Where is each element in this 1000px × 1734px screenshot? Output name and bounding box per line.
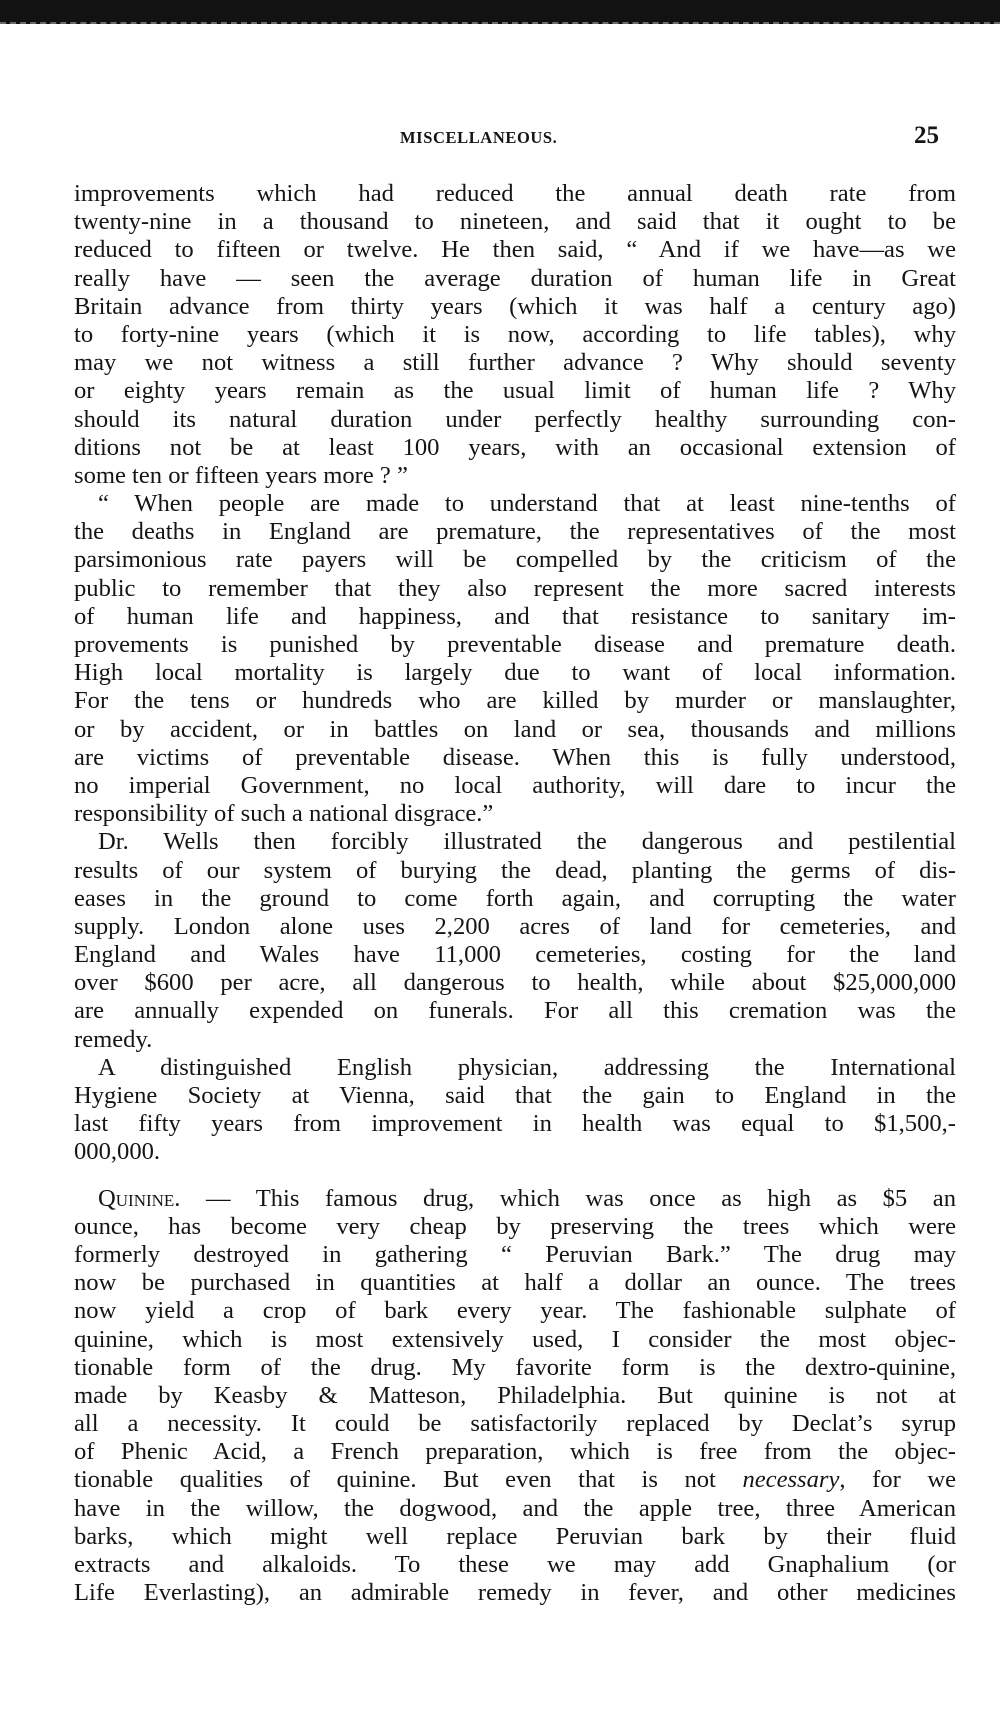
- text-line: remedy.: [74, 1025, 153, 1053]
- text-line: now yield a crop of bark every year. The fashionable sulphate of: [74, 1297, 956, 1325]
- section-gap: [74, 1167, 956, 1185]
- emphasis-necessary: necessary: [742, 1466, 840, 1494]
- paragraph-premature-deaths: [74, 490, 956, 828]
- text-run: , for we: [839, 1466, 956, 1494]
- text-line: Dr. Wells then forcibly illustrated the dangerous and pestilential: [98, 828, 956, 856]
- paragraph-dr-wells: [74, 828, 956, 1054]
- text-line: “ When people are made to understand that at least nine-tenths of: [98, 490, 956, 518]
- text-line: last fifty years from improvement in health was equal to $1,500,-: [74, 1110, 956, 1138]
- text-line: results of our system of burying the dead, planting the germs of dis-: [74, 856, 956, 884]
- text-line: 000,000.: [74, 1138, 161, 1166]
- page-number: 25: [914, 122, 939, 149]
- text-line: provements is punished by preventable disease and premature death.: [74, 631, 956, 658]
- text-run: — This famous drug, which was once as high as $5 an: [180, 1184, 956, 1212]
- text-line: should its natural duration under perfectly healthy surrounding con-: [74, 405, 956, 433]
- running-title: MISCELLANEOUS.: [400, 128, 558, 147]
- text-line: [74, 1185, 956, 1213]
- text-line: responsibility of such a national disgrace.”: [74, 800, 494, 828]
- text-line: have in the willow, the dogwood, and the apple tree, three American: [74, 1494, 956, 1522]
- text-line: no imperial Government, no local authority, will dare to incur the: [74, 771, 956, 799]
- text-line: ditions not be at least 100 years, with an occasional extension of: [74, 433, 956, 461]
- text-line: to forty-nine years (which it is now, according to life tables), why: [74, 320, 956, 348]
- text-line: the deaths in England are premature, the representatives of the most: [74, 518, 956, 546]
- text-line: may we not witness a still further advance ? Why should seventy: [74, 349, 956, 377]
- text-line: Life Everlasting), an admirable remedy in fever, and other medicines: [74, 1579, 956, 1607]
- text-line: A distinguished English physician, addressing the International: [98, 1053, 956, 1081]
- text-line: of Phenic Acid, a French preparation, which is free from the objec-: [74, 1438, 956, 1466]
- text-line: Hygiene Society at Vienna, said that the gain to England in the: [74, 1082, 956, 1109]
- text-line: formerly destroyed in gathering “ Peruvian Bark.” The drug may: [74, 1240, 956, 1268]
- text-line: [74, 1466, 956, 1494]
- text-line: barks, which might well replace Peruvian bark by their fluid: [74, 1522, 956, 1550]
- section-heading-quinine: Quinine.: [98, 1184, 181, 1212]
- text-line: some ten or fifteen years more ? ”: [74, 461, 408, 489]
- text-line: extracts and alkaloids. To these we may add Gnaphalium (or: [74, 1551, 956, 1578]
- text-line: over $600 per acre, all dangerous to health, while about $25,000,000: [74, 969, 956, 997]
- text-line: all a necessity. It could be satisfactorily replaced by Declat’s syrup: [74, 1410, 956, 1438]
- text-line: For the tens or hundreds who are killed by murder or manslaughter,: [74, 687, 956, 715]
- text-line: twenty-nine in a thousand to nineteen, and said that it ought to be: [74, 208, 956, 236]
- text-line: now be purchased in quantities at half a dollar an ounce. The trees: [74, 1269, 956, 1297]
- text-run: tionable qualities of quinine. But even that is not: [74, 1466, 743, 1494]
- text-line: supply. London alone uses 2,200 acres of land for cemeteries, and: [74, 912, 956, 940]
- paragraph-english-physician: [74, 1054, 956, 1167]
- scan-edge-border: [0, 0, 1000, 24]
- text-line: are victims of preventable disease. When this is fully understood,: [74, 743, 956, 771]
- text-line: made by Keasby & Matteson, Philadelphia. But quinine is not at: [74, 1381, 956, 1409]
- text-line: England and Wales have 11,000 cemeteries, costing for the land: [74, 941, 956, 969]
- text-line: public to remember that they also represent the more sacred interests: [74, 574, 956, 602]
- text-line: really have — seen the average duration of human life in Great: [74, 264, 956, 292]
- text-line: are annually expended on funerals. For all this cremation was the: [74, 997, 956, 1025]
- text-line: or by accident, or in battles on land or sea, thousands and millions: [74, 715, 956, 743]
- text-line: ounce, has become very cheap by preserving the trees which were: [74, 1212, 956, 1240]
- text-line: parsimonious rate payers will be compelled by the criticism of the: [74, 546, 956, 574]
- text-line: quinine, which is most extensively used, I consider the most objec-: [74, 1325, 956, 1353]
- paragraph-continuation: [74, 180, 956, 490]
- text-line: Britain advance from thirty years (which it was half a century ago): [74, 292, 956, 320]
- text-line: or eighty years remain as the usual limit of human life ? Why: [74, 377, 956, 405]
- text-line: reduced to fifteen or twelve. He then said, “ And if we have—as we: [74, 236, 956, 264]
- body-text: [74, 180, 956, 1607]
- paragraph-quinine: [74, 1185, 956, 1608]
- text-line: of human life and happiness, and that resistance to sanitary im-: [74, 602, 956, 630]
- running-head: [0, 122, 1000, 152]
- text-line: improvements which had reduced the annual death rate from: [74, 180, 956, 207]
- text-line: eases in the ground to come forth again, and corrupting the water: [74, 884, 956, 912]
- text-line: tionable form of the drug. My favorite form is the dextro-quinine,: [74, 1353, 956, 1381]
- text-line: High local mortality is largely due to want of local information.: [74, 659, 956, 687]
